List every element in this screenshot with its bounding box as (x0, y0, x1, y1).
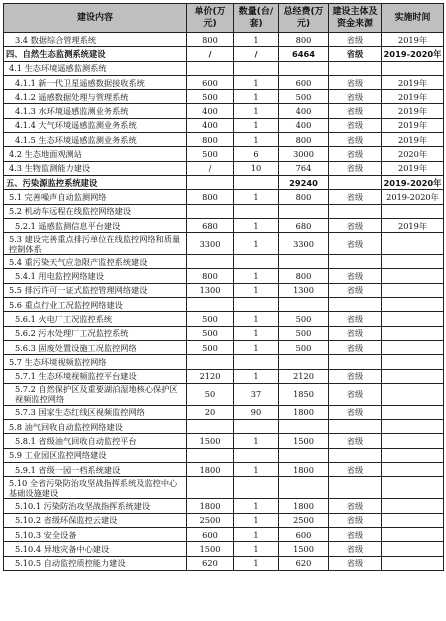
cell-total (279, 255, 329, 269)
cell-unit-price: 50 (187, 383, 234, 405)
cell-total (279, 355, 329, 369)
cell-time (382, 477, 444, 499)
cell-entity: 省级 (329, 340, 382, 354)
cell-entity: 省级 (329, 118, 382, 132)
cell-unit-price: 2120 (187, 369, 234, 383)
header-unit-price: 单价(万元) (187, 4, 234, 33)
cell-total: 600 (279, 527, 329, 541)
cell-entity: 省级 (329, 133, 382, 147)
cell-name: 4.1.5 生态环境遥感监测业务系统 (4, 133, 187, 147)
header-total: 总经费(万元) (279, 4, 329, 33)
cell-quantity: 1 (234, 527, 279, 541)
cell-entity: 省级 (329, 513, 382, 527)
table-row (4, 61, 444, 75)
cell-quantity (234, 448, 279, 462)
cell-unit-price (187, 255, 234, 269)
cell-entity: 省级 (329, 542, 382, 556)
cell-entity: 省级 (329, 161, 382, 175)
table-row (4, 133, 444, 147)
table-row (4, 542, 444, 556)
cell-unit-price (187, 61, 234, 75)
cell-time: 2019-2020年 (382, 190, 444, 204)
cell-quantity: 90 (234, 405, 279, 419)
cell-entity: 省级 (329, 434, 382, 448)
header-name: 建设内容 (4, 4, 187, 33)
cell-time (382, 383, 444, 405)
cell-name: 5.2.1 遥感监测信息平台建设 (4, 218, 187, 232)
cell-total: 1800 (279, 405, 329, 419)
cell-unit-price: 800 (187, 133, 234, 147)
cell-unit-price: / (187, 161, 234, 175)
cell-time (382, 405, 444, 419)
table-row (4, 283, 444, 297)
cell-total (279, 298, 329, 312)
cell-time (382, 233, 444, 255)
cell-quantity: 1 (234, 33, 279, 47)
cell-entity: 省级 (329, 147, 382, 161)
cell-time: 2019年 (382, 90, 444, 104)
cell-quantity: 1 (234, 499, 279, 513)
table-row (4, 204, 444, 218)
cell-time (382, 434, 444, 448)
cell-total: 620 (279, 556, 329, 570)
cell-entity: 省级 (329, 90, 382, 104)
cell-time (382, 499, 444, 513)
cell-name: 4.1.4 大气环境遥感监测业务系统 (4, 118, 187, 132)
cell-time (382, 463, 444, 477)
cell-total: 3300 (279, 233, 329, 255)
cell-entity: 省级 (329, 283, 382, 297)
cell-time (382, 298, 444, 312)
cell-total: 1500 (279, 434, 329, 448)
cell-name: 5.9.1 省级一园一档系统建设 (4, 463, 187, 477)
cell-time (382, 542, 444, 556)
cell-name: 5.6.3 固废处置设施工况监控网络 (4, 340, 187, 354)
cell-unit-price: 500 (187, 326, 234, 340)
cell-total: 600 (279, 75, 329, 89)
cell-unit-price: 500 (187, 90, 234, 104)
cell-time (382, 61, 444, 75)
cell-unit-price: 3300 (187, 233, 234, 255)
cell-unit-price: 2500 (187, 513, 234, 527)
cell-entity (329, 298, 382, 312)
cell-time (382, 204, 444, 218)
table-row (4, 556, 444, 570)
cell-quantity: 10 (234, 161, 279, 175)
table-row (4, 383, 444, 405)
cell-time (382, 420, 444, 434)
cell-name: 5.6.2 污水处理厂工况监控系统 (4, 326, 187, 340)
cell-total: 400 (279, 118, 329, 132)
cell-total: 800 (279, 190, 329, 204)
cell-time: 2019年 (382, 75, 444, 89)
cell-unit-price: 680 (187, 218, 234, 232)
table-row (4, 513, 444, 527)
cell-entity: 省级 (329, 556, 382, 570)
cell-name: 5.6 重点行业工况监控网络建设 (4, 298, 187, 312)
cell-name: 3.4 数据综合管理系统 (4, 33, 187, 47)
cell-entity: 省级 (329, 527, 382, 541)
cell-time: 2019年 (382, 118, 444, 132)
cell-name: 5.7.2 自然保护区及重要湖泊湿地核心保护区视频监控网络 (4, 383, 187, 405)
cell-quantity (234, 61, 279, 75)
cell-entity (329, 448, 382, 462)
cell-time: 2019年 (382, 133, 444, 147)
cell-name: 5.2 机动车远程在线监控网络建设 (4, 204, 187, 218)
table-row (4, 463, 444, 477)
cell-unit-price: 620 (187, 556, 234, 570)
cell-total: 764 (279, 161, 329, 175)
cell-time (382, 283, 444, 297)
cell-entity: 省级 (329, 75, 382, 89)
cell-quantity: 1 (234, 233, 279, 255)
table-row (4, 147, 444, 161)
cell-entity (329, 61, 382, 75)
table-header-row (4, 4, 444, 33)
cell-time (382, 269, 444, 283)
cell-entity (329, 255, 382, 269)
cell-unit-price: 500 (187, 312, 234, 326)
cell-time: 2019年 (382, 218, 444, 232)
cell-total: 680 (279, 218, 329, 232)
table-row (4, 340, 444, 354)
cell-name: 5.10.1 污染防治攻坚战指挥系统建设 (4, 499, 187, 513)
cell-total (279, 204, 329, 218)
cell-quantity: 1 (234, 75, 279, 89)
cell-unit-price: 400 (187, 104, 234, 118)
cell-quantity (234, 355, 279, 369)
table-row (4, 298, 444, 312)
cell-total: 400 (279, 104, 329, 118)
cell-time (382, 448, 444, 462)
cell-name: 5.7.3 国家生态红线区视频监控网络 (4, 405, 187, 419)
cell-name: 5.8.1 省级油气回收自动监控平台 (4, 434, 187, 448)
cell-time (382, 369, 444, 383)
cell-entity: 省级 (329, 218, 382, 232)
cell-total (279, 420, 329, 434)
cell-quantity: 1 (234, 133, 279, 147)
table-row (4, 190, 444, 204)
cell-name: 5.10.3 安全设备 (4, 527, 187, 541)
cell-name: 5.7.1 生态环境视频监控平台建设 (4, 369, 187, 383)
cell-unit-price: 1800 (187, 499, 234, 513)
cell-quantity: 1 (234, 326, 279, 340)
cell-unit-price: 500 (187, 340, 234, 354)
cell-unit-price: 1500 (187, 542, 234, 556)
cell-entity: 省级 (329, 326, 382, 340)
cell-total: 3000 (279, 147, 329, 161)
cell-total (279, 477, 329, 499)
cell-total: 500 (279, 312, 329, 326)
table-row (4, 434, 444, 448)
cell-unit-price: 600 (187, 527, 234, 541)
cell-quantity: 1 (234, 542, 279, 556)
cell-quantity (234, 255, 279, 269)
cell-entity: 省级 (329, 269, 382, 283)
cell-name: 4.2 生态地面观测站 (4, 147, 187, 161)
table-row (4, 90, 444, 104)
cell-quantity: 1 (234, 513, 279, 527)
cell-entity: 省级 (329, 463, 382, 477)
cell-name: 4.3 生物监测能力建设 (4, 161, 187, 175)
table-row (4, 405, 444, 419)
cell-quantity: 1 (234, 283, 279, 297)
cell-total (279, 61, 329, 75)
cell-unit-price: 800 (187, 269, 234, 283)
cell-quantity (234, 175, 279, 189)
cell-quantity: 1 (234, 463, 279, 477)
cell-quantity (234, 298, 279, 312)
cell-unit-price: 500 (187, 147, 234, 161)
cell-unit-price: 600 (187, 75, 234, 89)
header-entity: 建设主体及资金来源 (329, 4, 382, 33)
cell-entity: 省级 (329, 33, 382, 47)
cell-name: 5.9 工业园区监控网络建设 (4, 448, 187, 462)
table-row (4, 499, 444, 513)
table-row (4, 420, 444, 434)
cell-unit-price: 800 (187, 33, 234, 47)
cell-unit-price (187, 175, 234, 189)
cell-time: 2019年 (382, 161, 444, 175)
cell-quantity: 1 (234, 369, 279, 383)
cell-total: 1300 (279, 283, 329, 297)
cell-total: 29240 (279, 175, 329, 189)
cell-total: 1500 (279, 542, 329, 556)
cell-name: 5.10.5 自动监控质控能力建设 (4, 556, 187, 570)
cell-name: 5.4.1 用电监控网络建设 (4, 269, 187, 283)
cell-total: 800 (279, 269, 329, 283)
cell-entity (329, 420, 382, 434)
cell-quantity (234, 204, 279, 218)
cell-unit-price: 1500 (187, 434, 234, 448)
cell-name: 五、污染源监控系统建设 (4, 175, 187, 189)
cell-quantity: 1 (234, 218, 279, 232)
cell-name: 5.6.1 火电厂工况监控系统 (4, 312, 187, 326)
cell-time: 2019-2020年 (382, 47, 444, 61)
cell-unit-price (187, 477, 234, 499)
cell-time (382, 312, 444, 326)
cell-entity: 省级 (329, 369, 382, 383)
cell-quantity: 1 (234, 190, 279, 204)
table-row (4, 161, 444, 175)
cell-name: 5.10.4 异地灾备中心建设 (4, 542, 187, 556)
cell-unit-price: 800 (187, 190, 234, 204)
cell-quantity: 1 (234, 118, 279, 132)
cell-unit-price: 1800 (187, 463, 234, 477)
cell-time (382, 556, 444, 570)
cell-quantity: 1 (234, 312, 279, 326)
cell-unit-price: / (187, 47, 234, 61)
cell-total: 800 (279, 133, 329, 147)
cell-total: 2120 (279, 369, 329, 383)
cell-quantity: 1 (234, 556, 279, 570)
cell-time (382, 513, 444, 527)
table-row (4, 218, 444, 232)
cell-name: 4.1.2 遥感数据处理与管理系统 (4, 90, 187, 104)
cell-quantity: 1 (234, 269, 279, 283)
cell-quantity: 1 (234, 90, 279, 104)
table-row (4, 255, 444, 269)
cell-time (382, 255, 444, 269)
cell-name: 5.4 重污染天气应急限产监控系统建设 (4, 255, 187, 269)
cell-total: 6464 (279, 47, 329, 61)
cell-total: 1800 (279, 463, 329, 477)
cell-total (279, 448, 329, 462)
cell-entity (329, 355, 382, 369)
cell-name: 四、自然生态监测系统建设 (4, 47, 187, 61)
header-time: 实施时间 (382, 4, 444, 33)
cell-name: 5.7 生态环境视频监控网络 (4, 355, 187, 369)
cell-time: 2019年 (382, 104, 444, 118)
cell-unit-price (187, 204, 234, 218)
table-row (4, 312, 444, 326)
table-row (4, 75, 444, 89)
cell-unit-price (187, 355, 234, 369)
cell-quantity: / (234, 47, 279, 61)
cell-entity: 省级 (329, 383, 382, 405)
cell-total: 2500 (279, 513, 329, 527)
table-row (4, 269, 444, 283)
section-row (4, 47, 444, 61)
cell-name: 5.5 排污许可一证式监控管理网络建设 (4, 283, 187, 297)
cell-name: 4.1.1 新一代卫星遥感数据接收系统 (4, 75, 187, 89)
table-row (4, 118, 444, 132)
cell-name: 4.1.3 水环境遥感监测业务系统 (4, 104, 187, 118)
table-row (4, 233, 444, 255)
cell-total: 800 (279, 33, 329, 47)
cell-total: 1850 (279, 383, 329, 405)
table-row (4, 33, 444, 47)
cell-unit-price: 400 (187, 118, 234, 132)
cell-entity (329, 204, 382, 218)
table-body (4, 33, 444, 571)
cell-entity: 省级 (329, 47, 382, 61)
table-row (4, 369, 444, 383)
cell-name: 5.10 全省污染防治攻坚战指挥系统及监控中心基础设施建设 (4, 477, 187, 499)
cell-time (382, 355, 444, 369)
table-row (4, 477, 444, 499)
table-row (4, 448, 444, 462)
cell-name: 4.1 生态环境遥感监测系统 (4, 61, 187, 75)
cell-total: 500 (279, 326, 329, 340)
cell-entity: 省级 (329, 499, 382, 513)
cell-entity: 省级 (329, 233, 382, 255)
construction-budget-table (3, 3, 444, 571)
table-row (4, 527, 444, 541)
cell-name: 5.8 油气回收自动监控网络建设 (4, 420, 187, 434)
cell-time: 2019年 (382, 33, 444, 47)
cell-name: 5.10.2 省级环保监控云建设 (4, 513, 187, 527)
cell-quantity: 1 (234, 104, 279, 118)
cell-quantity (234, 477, 279, 499)
cell-entity (329, 175, 382, 189)
cell-entity: 省级 (329, 312, 382, 326)
cell-entity (329, 477, 382, 499)
cell-time (382, 326, 444, 340)
table-row (4, 355, 444, 369)
cell-time (382, 527, 444, 541)
cell-entity: 省级 (329, 190, 382, 204)
cell-unit-price (187, 298, 234, 312)
cell-quantity: 6 (234, 147, 279, 161)
cell-quantity: 1 (234, 340, 279, 354)
cell-unit-price (187, 420, 234, 434)
section-row (4, 175, 444, 189)
cell-entity: 省级 (329, 104, 382, 118)
cell-total: 500 (279, 90, 329, 104)
cell-total: 1800 (279, 499, 329, 513)
cell-time (382, 340, 444, 354)
cell-name: 5.3 建设完善重点排污单位在线监控网络和质量控制体系 (4, 233, 187, 255)
cell-unit-price: 1300 (187, 283, 234, 297)
cell-time: 2019-2020年 (382, 175, 444, 189)
cell-total: 500 (279, 340, 329, 354)
table-row (4, 326, 444, 340)
cell-time: 2020年 (382, 147, 444, 161)
cell-name: 5.1 完善噪声自动监测网络 (4, 190, 187, 204)
cell-quantity (234, 420, 279, 434)
cell-unit-price: 20 (187, 405, 234, 419)
cell-entity: 省级 (329, 405, 382, 419)
table-row (4, 104, 444, 118)
header-quantity: 数量(台/套) (234, 4, 279, 33)
cell-quantity: 1 (234, 434, 279, 448)
cell-unit-price (187, 448, 234, 462)
cell-quantity: 37 (234, 383, 279, 405)
